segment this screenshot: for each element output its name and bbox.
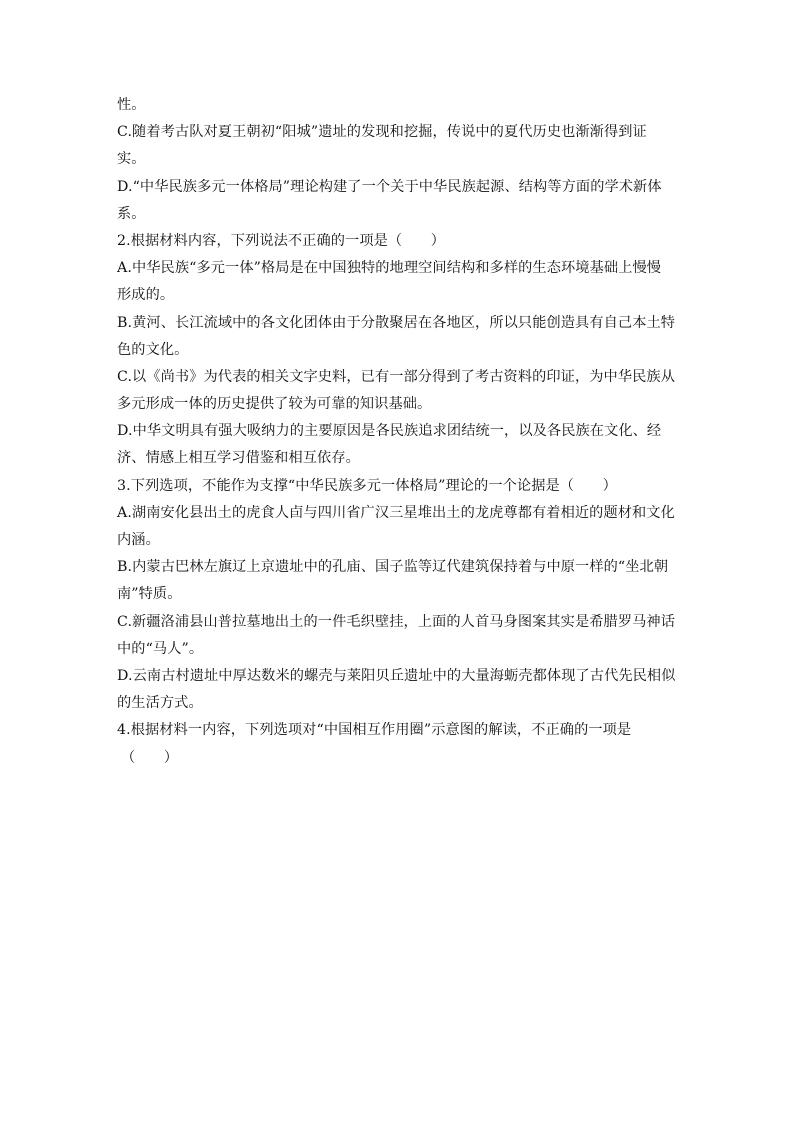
- q3-option-b-line-2: 南”特质。: [117, 586, 182, 603]
- q3-option-b-line-1: B.内蒙古巴林左旗辽上京遗址中的孔庙、国子监等辽代建筑保持着与中原一样的“坐北朝: [117, 559, 669, 576]
- q3-option-a-line-2: 内涵。: [117, 532, 160, 548]
- option-c-line-2: 实。: [117, 151, 146, 168]
- document-page: [117, 92, 677, 772]
- question-4-answer-blank: （ ）: [121, 749, 179, 766]
- q2-option-c-line-1: C.以《尚书》为代表的相关文字史料，已有一部分得到了考古资料的印证，为中华民族从: [117, 368, 675, 385]
- question-2-stem: 2.根据材料内容，下列说法不正确的一项是（ ）: [117, 232, 446, 249]
- q3-option-c-line-1: C.新疆洛浦县山普拉墓地出土的一件毛织壁挂，上面的人首马身图案其实是希腊罗马神话: [117, 613, 675, 630]
- q3-option-d-line-2: 的生活方式。: [117, 695, 203, 712]
- q3-option-a-line-1: A.湖南安化县出土的虎食人卣与四川省广汉三星堆出土的龙虎尊都有着相近的题材和文化: [117, 504, 675, 521]
- q2-option-d-line-2: 济、情感上相互学习借鉴和相互依存。: [117, 450, 360, 467]
- option-d-line-2: 系。: [117, 205, 146, 222]
- option-c-line-1: C.随着考古队对夏王朝初“阳城”遗址的发现和挖掘，传说中的夏代历史也渐渐得到证: [117, 124, 647, 141]
- text-line: 性。: [117, 97, 146, 113]
- q3-option-d-line-1: D.云南古村遗址中厚达数米的螺壳与莱阳贝丘遗址中的大量海蛎壳都体现了古代先民相似: [117, 667, 676, 684]
- q2-option-c-line-2: 多元形成一体的历史提供了较为可靠的知识基础。: [117, 396, 432, 413]
- q2-option-a-line-2: 形成的。: [117, 287, 175, 304]
- q2-option-b-line-1: B.黄河、长江流域中的各文化团体由于分散聚居在各地区，所以只能创造具有自己本土特: [117, 314, 676, 331]
- q2-option-b-line-2: 色的文化。: [117, 341, 189, 358]
- q3-option-c-line-2: 中的“马人”。: [117, 640, 204, 657]
- question-4-stem: 4.根据材料一内容，下列选项对“中国相互作用圈”示意图的解读，不正确的一项是: [117, 722, 632, 739]
- q2-option-d-line-1: D.中华文明具有强大吸纳力的主要原因是各民族追求团结统一，以及各民族在文化、经: [117, 423, 662, 440]
- q2-option-a-line-1: A.中华民族“多元一体”格局是在中国独特的地理空间结构和多样的生态环境基础上慢慢: [117, 260, 662, 277]
- question-3-stem: 3.下列选项，不能作为支撑“中华民族多元一体格局”理论的一个论据是（ ）: [117, 477, 617, 494]
- option-d-line-1: D.“中华民族多元一体格局”理论构建了一个关于中华民族起源、结构等方面的学术新体: [117, 178, 662, 195]
